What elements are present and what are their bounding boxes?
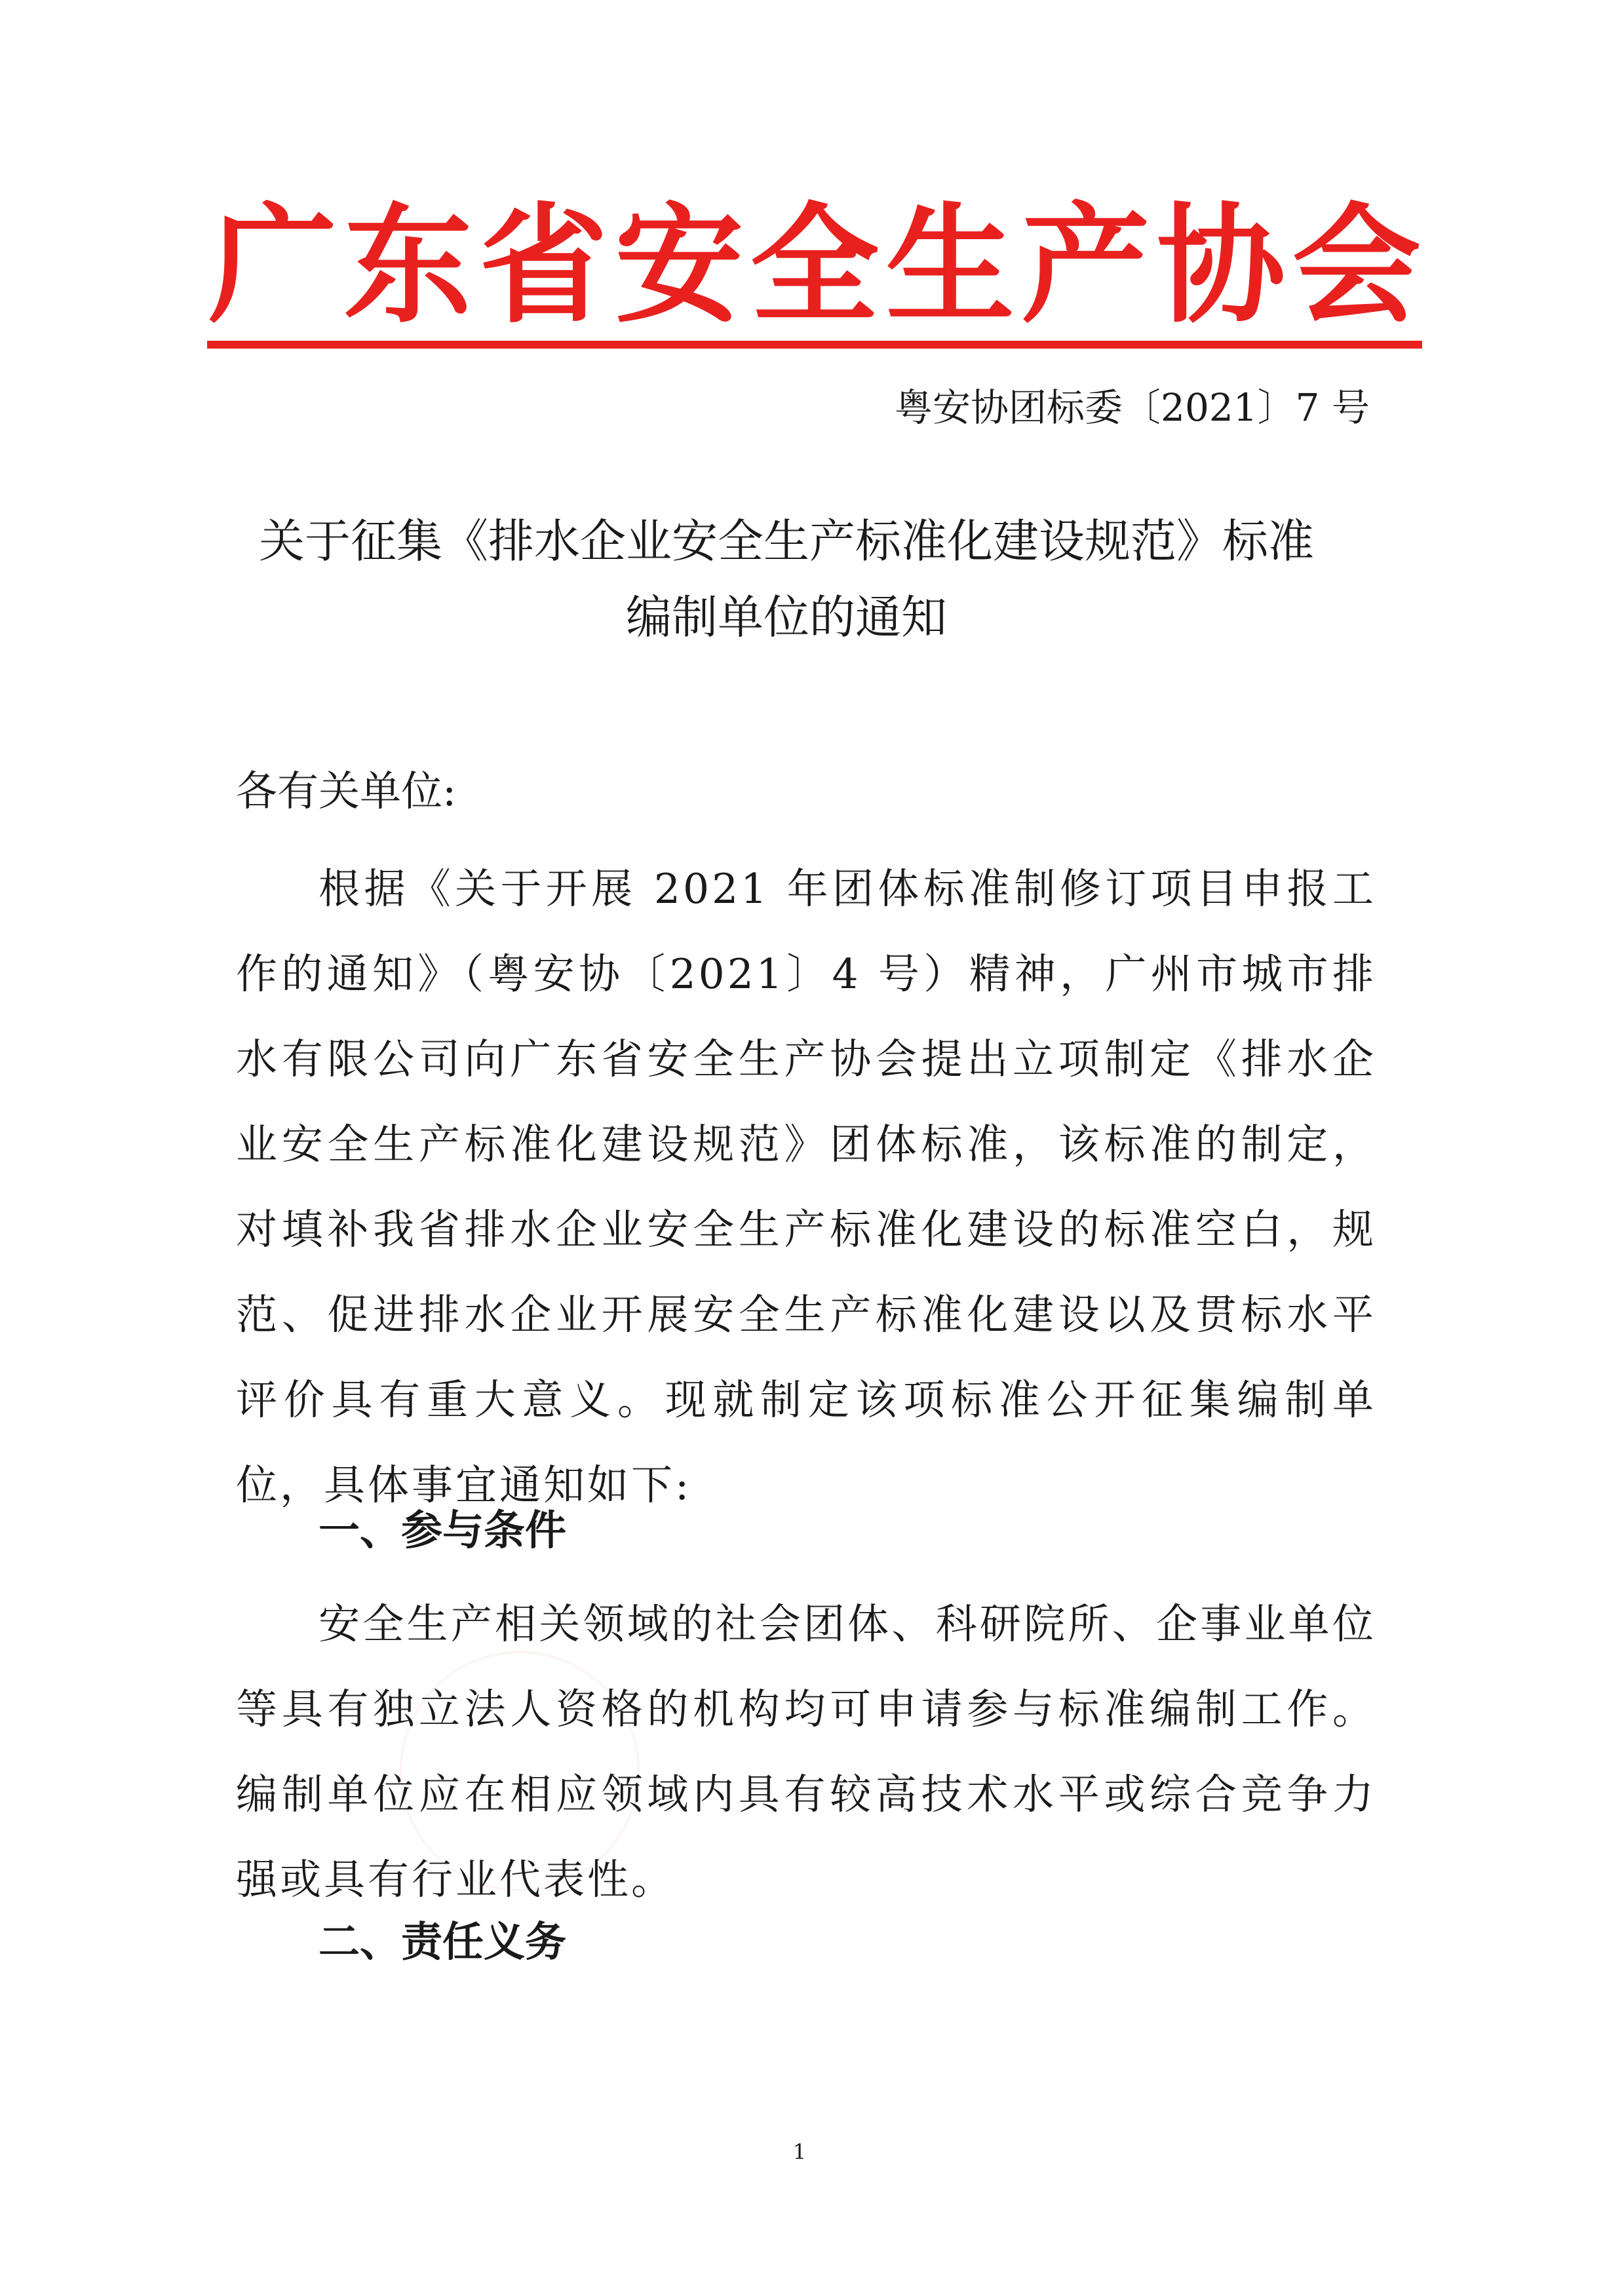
- salutation: 各有关单位:: [236, 767, 457, 815]
- paragraph-conditions: 安全生产相关领域的社会团体、科研院所、企事业单位等具有独立法人资格的机构均可申请参与标准编制工作。编制单位应在相应领域内具有较高技术水平或综合竞争力强或具有行业代表性。: [236, 1600, 1376, 1904]
- masthead-char: 省: [479, 190, 608, 341]
- masthead-char: 安: [615, 190, 744, 341]
- masthead-char: 协: [1157, 190, 1286, 341]
- masthead-char: 广: [208, 190, 338, 341]
- section-heading-2: 二、责任义务: [319, 1918, 566, 1966]
- masthead-char: 生: [885, 190, 1015, 341]
- masthead-char: 产: [1021, 190, 1150, 341]
- masthead-char: 会: [1292, 190, 1421, 341]
- masthead-char: 东: [343, 190, 473, 341]
- faint-seal-mark: [400, 1651, 640, 1891]
- header-divider: [207, 341, 1422, 349]
- page-number: 1: [792, 2139, 807, 2164]
- section-heading-1: 一、参与条件: [319, 1506, 566, 1554]
- masthead-char: 全: [750, 190, 879, 341]
- title-line-2: 编制单位的通知: [626, 590, 947, 644]
- document-title: [197, 503, 1376, 655]
- title-line-1: 关于征集《排水企业安全生产标准化建设规范》标准: [259, 514, 1314, 568]
- document-number: 粤安协团标委〔2021〕7 号: [895, 385, 1370, 430]
- paragraph-intro: 根据《关于开展 2021 年团体标准制修订项目申报工作的通知》（粤安协〔2021〕4 号）精神，广州市城市排水有限公司向广东省安全生产协会提出立项制定《排水企业安全生产标准化建设规范》团体标准，该标准的制定，对填补我省排水企业安全生产标准化建设的标准空白，规范、促进排水企业开展安全生产标准化建设以及贯标水平评价具有重大意义。现就制定该项标准公开征集编制单位，具体事宜通知如下:: [236, 865, 1376, 1509]
- org-masthead: [208, 190, 1421, 341]
